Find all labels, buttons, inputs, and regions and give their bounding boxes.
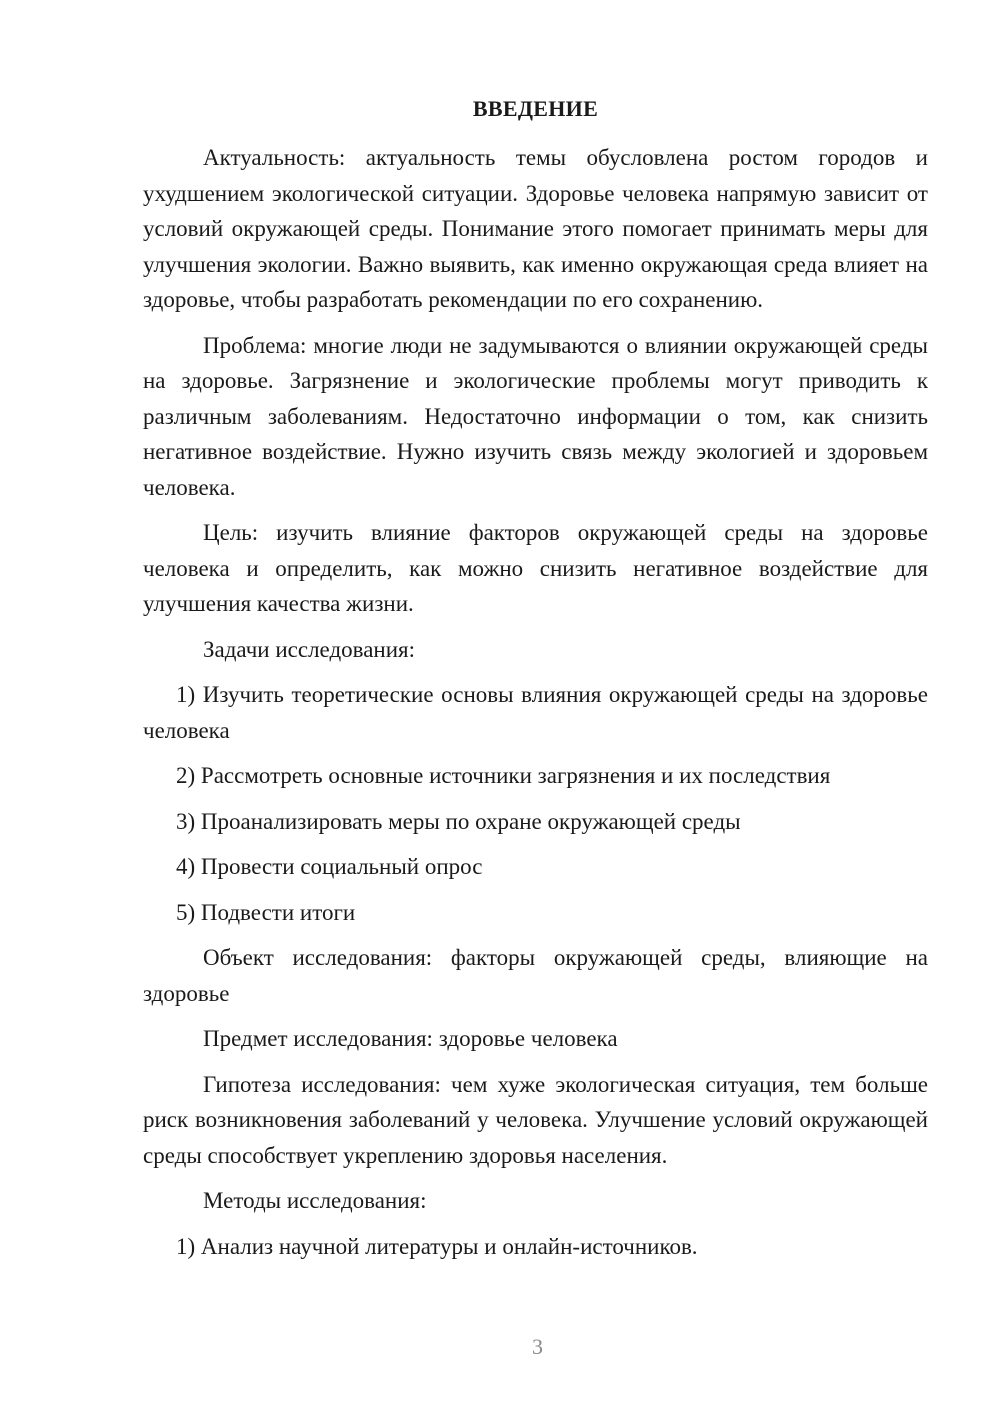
object-paragraph: Объект исследования: факторы окружающей среды, влияющие на здоровье	[143, 945, 928, 1006]
task-item-2: 2) Рассмотреть основные источники загрязнения и их последствия	[176, 763, 831, 788]
relevance-paragraph: Актуальность: актуальность темы обусловлена ростом городов и ухудшением экологической ситуации. Здоровье человека напрямую зависит от условий окружающей среды. Понимание этого помогает принимать меры для улучшения экологии. Важно выявить, как именно окружающая среда влияет на здоровье, чтобы разработать рекомендации по его сохранению.	[143, 145, 928, 312]
page-content	[143, 94, 928, 1274]
task-item-3: 3) Проанализировать меры по охране окружающей среды	[176, 808, 741, 834]
task-item-5: 5) Подвести итоги	[176, 899, 356, 925]
subject-paragraph: Предмет исследования: здоровье человека	[203, 1026, 618, 1051]
task-item-1: 1) Изучить теоретические основы влияния окружающей среды на здоровье человека	[143, 682, 928, 743]
page-number: 3	[532, 1334, 543, 1359]
problem-paragraph: Проблема: многие люди не задумываются о влиянии окружающей среды на здоровье. Загрязнение и экологические проблемы могут приводить к различным заболеваниям. Недостаточно информации о том, как снизить негативное воздействие. Нужно изучить связь между экологией и здоровьем человека.	[143, 332, 928, 500]
page-title: ВВЕДЕНИЕ	[472, 96, 599, 121]
tasks-heading: Задачи исследования:	[203, 636, 416, 662]
hypothesis-paragraph: Гипотеза исследования: чем хуже экологическая ситуация, тем больше риск возникновения заболеваний у человека. Улучшение условий окружающей среды способствует укреплению здоровья населения.	[143, 1071, 928, 1168]
methods-heading: Методы исследования:	[203, 1188, 427, 1213]
goal-paragraph: Цель: изучить влияние факторов окружающей среды на здоровье человека и определить, как можно снизить негативное воздействие для улучшения качества жизни.	[143, 520, 928, 616]
method-item-1: 1) Анализ научной литературы и онлайн-источников.	[176, 1233, 698, 1259]
task-item-4: 4) Провести социальный опрос	[176, 854, 483, 879]
